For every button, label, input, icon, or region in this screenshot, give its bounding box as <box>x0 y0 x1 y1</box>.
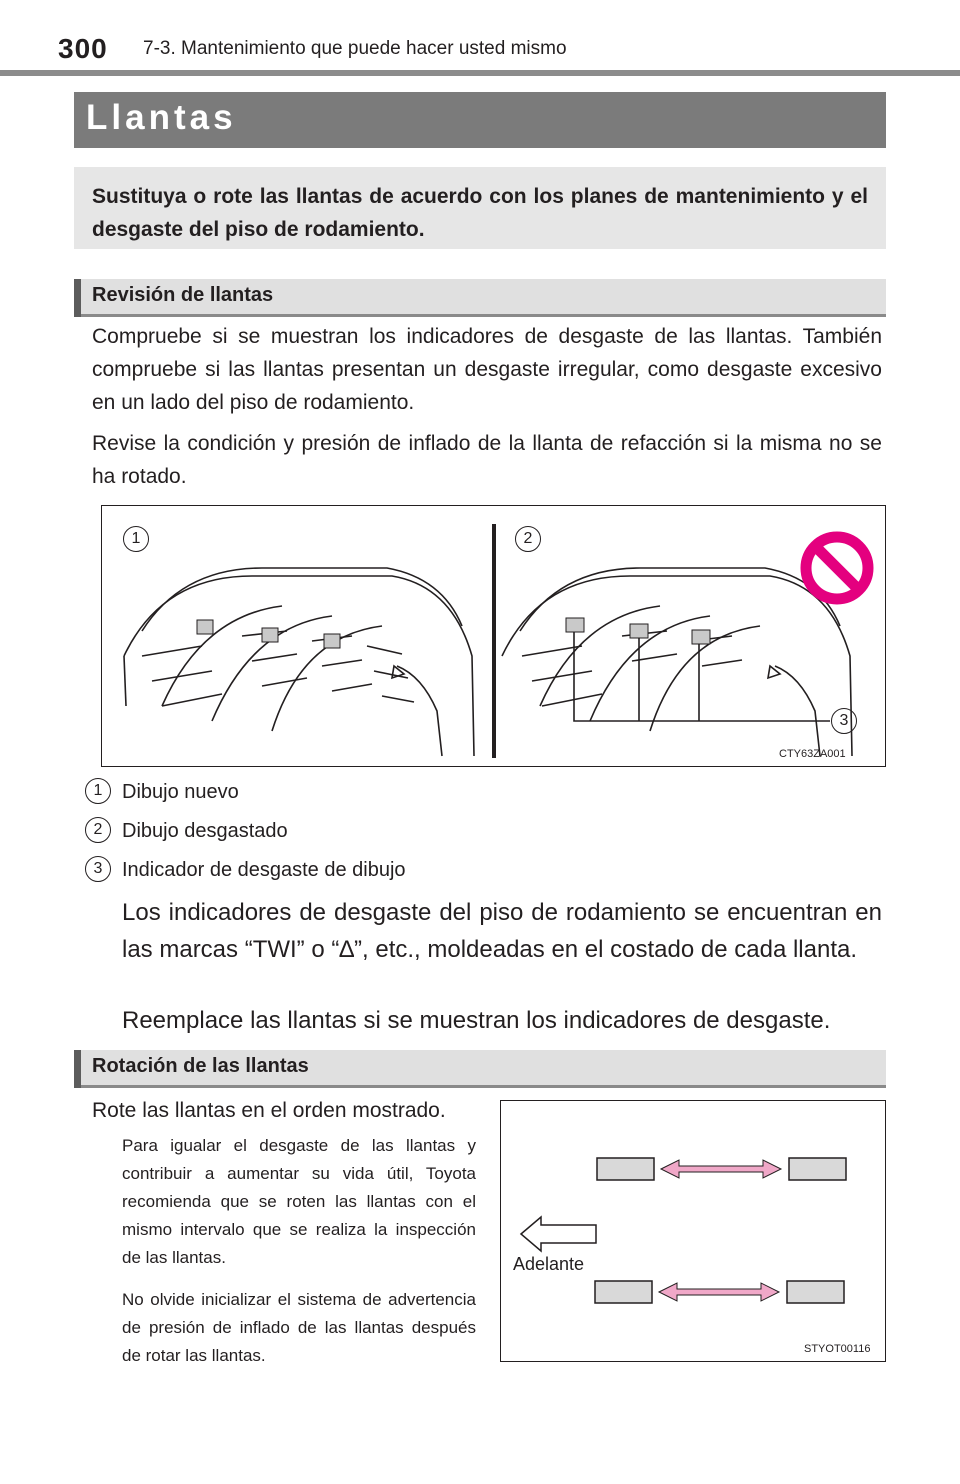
forward-arrow-icon <box>521 1217 596 1251</box>
rotation-figure-code: STYOT00116 <box>804 1343 871 1355</box>
revision-paragraph-1: Compruebe si se muestran los indicadores de desgaste de las llantas. También compruebe si las llantas presentan un desgaste irregular, como desgaste excesivo en un lado del piso de rodamiento. <box>92 325 882 414</box>
figure-badge-1: 1 <box>123 526 149 552</box>
section-header: 7-3. Mantenimiento que puede hacer usted mismo <box>143 38 567 59</box>
tire-front-left <box>597 1158 654 1180</box>
tire-rear-left <box>789 1158 846 1180</box>
intro-text: Sustituya o rote las llantas de acuerdo con los planes de mantenimiento y el desgaste del piso de rodamiento. <box>92 185 868 241</box>
subheading-rotacion: Rotación de las llantas <box>92 1055 309 1077</box>
legend-badge-2: 2 <box>85 817 111 843</box>
legend-badge-1: 1 <box>85 778 111 804</box>
rotation-figure <box>500 1100 886 1362</box>
page-title: Llantas <box>86 98 237 137</box>
rotation-arrow-top <box>661 1160 781 1178</box>
tire-tread-figure <box>101 505 886 767</box>
rotacion-paragraph-1: Rote las llantas en el orden mostrado. <box>92 1099 446 1122</box>
revision-paragraph-4: Reemplace las llantas si se muestran los indicadores de desgaste. <box>122 1007 831 1034</box>
legend-text-3: Indicador de desgaste de dibujo <box>122 859 406 881</box>
legend-text-2: Dibujo desgastado <box>122 820 288 842</box>
page-number: 300 <box>58 33 108 64</box>
rotacion-paragraph-3: No olvide inicializar el sistema de advertencia de presión de inflado de las llantas después de rotar las llantas. <box>122 1290 476 1365</box>
legend-badge-3: 3 <box>85 856 111 882</box>
rotation-diagram <box>501 1101 884 1360</box>
legend-text-1: Dibujo nuevo <box>122 781 239 803</box>
figure-code: CTY63ZA001 <box>779 748 846 760</box>
rotacion-paragraph-2: Para igualar el desgaste de las llantas y contribuir a aumentar su vida útil, Toyota recomienda que se roten las llantas con el mismo intervalo que se realiza la inspección de las llantas. <box>122 1136 476 1267</box>
prohibition-icon <box>797 528 877 608</box>
revision-paragraph-2: Revise la condición y presión de inflado de la llanta de refacción si la misma no se ha rotado. <box>92 432 882 488</box>
figure-badge-2: 2 <box>515 526 541 552</box>
figure-badge-3: 3 <box>831 708 857 734</box>
rotation-arrow-bottom <box>659 1283 779 1301</box>
header-rule <box>0 70 960 76</box>
revision-paragraph-3: Los indicadores de desgaste del piso de rodamiento se encuentran en las marcas “TWI” o “∆”, etc., moldeadas en el costado de cada llanta. <box>122 899 882 963</box>
tire-rear-right <box>787 1281 844 1303</box>
forward-label: Adelante <box>513 1254 585 1274</box>
subheading-revision: Revisión de llantas <box>92 284 274 306</box>
tire-tread-illustration <box>102 506 884 765</box>
tire-front-right <box>595 1281 652 1303</box>
